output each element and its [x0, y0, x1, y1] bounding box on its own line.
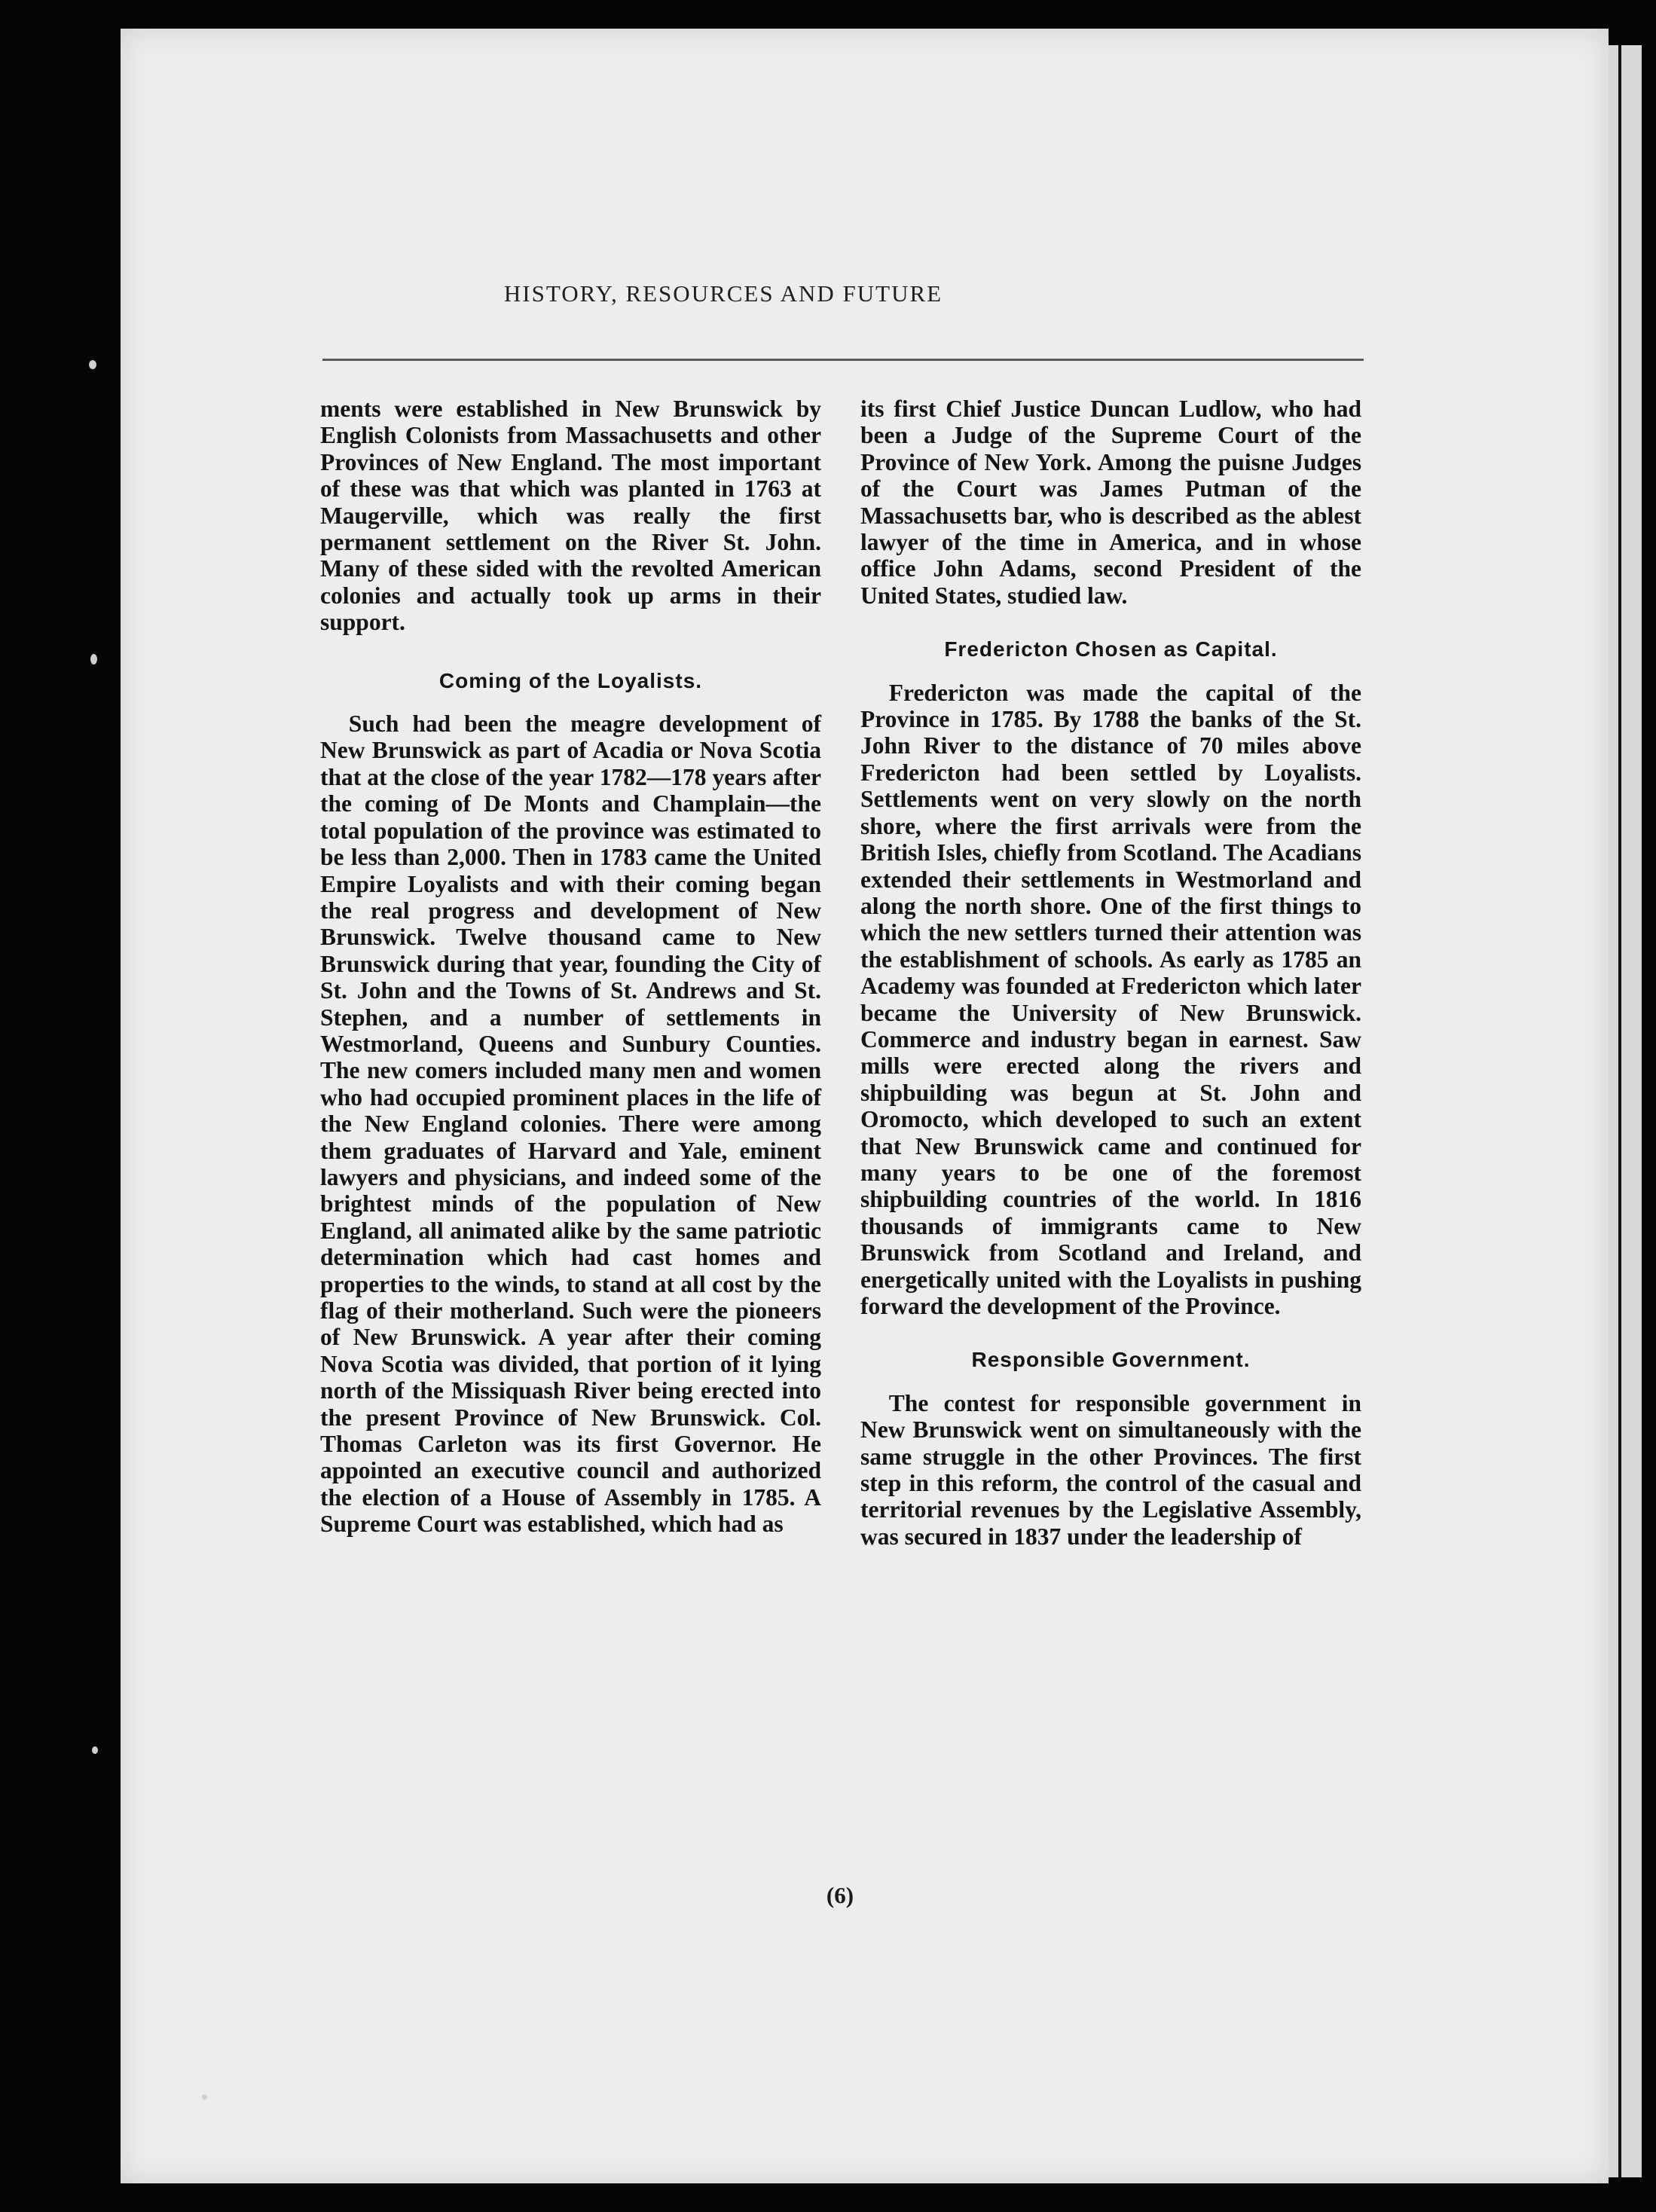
section-heading-responsible-government: Responsible Government. [971, 1348, 1251, 1372]
left-column [320, 396, 821, 1538]
header-rule [322, 359, 1364, 361]
left-paragraph-2: Such had been the meagre development of New Brunswick as part of Acadia or Nova Scotia that at the close of the year 1782—178 years after the coming of De Monts and Champlain—the total population of the province was estimated to be less than 2,000. Then in 1783 came the United Empire Loyalists and with their coming began the real progress and development of New Brunswick. Twelve thousand came to New Brunswick during that year, founding the City of St. John and the Towns of St. Andrews and St. Stephen, and a number of settlements in Westmorland, Queens and Sunbury Counties. The new comers included many men and women who had occupied prominent places in the life of the New England colonies. There were among them graduates of Harvard and Yale, eminent lawyers and physicians, and indeed some of the brightest minds of the population of New England, all animated alike by the same patriotic determination which had cast homes and properties to the winds, to stand at all cost by the flag of their motherland. Such were the pioneers of New Brunswick. A year after their coming Nova Scotia was divided, that portion of it lying north of the Missiquash River being erected into the present Province of New Brunswick. Col. Thomas Carleton was its first Governor. He appointed an executive council and authorized the election of a House of Assembly in 1785. A Supreme Court was established, which had as [320, 710, 821, 1538]
adjacent-page-edge [1609, 45, 1642, 2177]
page-number: (6) [826, 1882, 854, 1908]
left-paragraph-1: ments were established in New Brunswick by English Colonists from Massachusetts and other Provinces of New England. The most important of these was that which was planted in 1763 at Maugerville, which was really the first permanent settlement on the River St. John. Many of these sided with the revolted American colonies and actually took up arms in their support. [320, 396, 821, 636]
right-paragraph-1: its first Chief Justice Duncan Ludlow, who had been a Judge of the Supreme Court of the Province of New York. Among the puisne Judges of the Court was James Putman of the Massachusetts bar, who is described as the ablest lawyer of the time in America, and in whose office John Adams, second President of the United States, studied law. [860, 396, 1361, 609]
right-paragraph-2: Fredericton was made the capital of the Province in 1785. By 1788 the banks of the St. John River to the distance of 70 miles above Fredericton had been settled by Loyalists. Settlements went on very slowly on the north shore, where the first arrivals were from the British Isles, chiefly from Scotland. The Acadians extended their settlements in Westmorland and along the north shore. One of the first things to which the new settlers turned their attention was the establishment of schools. As early as 1785 an Academy was founded at Fredericton which later became the University of New Brunswick. Commerce and industry began in earnest. Saw mills were erected along the rivers and shipbuilding was begun at St. John and Oromocto, which developed to such an extent that New Brunswick came and continued for many years to be one of the foremost shipbuilding countries of the world. In 1816 thousands of immigrants came to New Brunswick from Scotland and Ireland, and energetically united with the Loyalists in pushing forward the development of the Province. [860, 679, 1361, 1319]
scan-speck [89, 360, 96, 369]
section-heading-fredericton: Fredericton Chosen as Capital. [944, 637, 1278, 661]
scan-speck [202, 2094, 207, 2100]
scan-speck [90, 654, 97, 665]
right-column [860, 396, 1361, 1550]
section-heading-loyalists: Coming of the Loyalists. [438, 668, 703, 692]
right-paragraph-3: The contest for responsible government in New Brunswick went on simultaneously with the same struggle in the other Provinces. The first step in this reform, the control of the casual and territorial revenues by the Legislative Assembly, was secured in 1837 under the leadership of [860, 1389, 1361, 1550]
running-header: HISTORY, RESOURCES AND FUTURE [503, 280, 943, 307]
scan-speck [92, 1746, 98, 1754]
page-gutter-line [1618, 45, 1621, 2177]
